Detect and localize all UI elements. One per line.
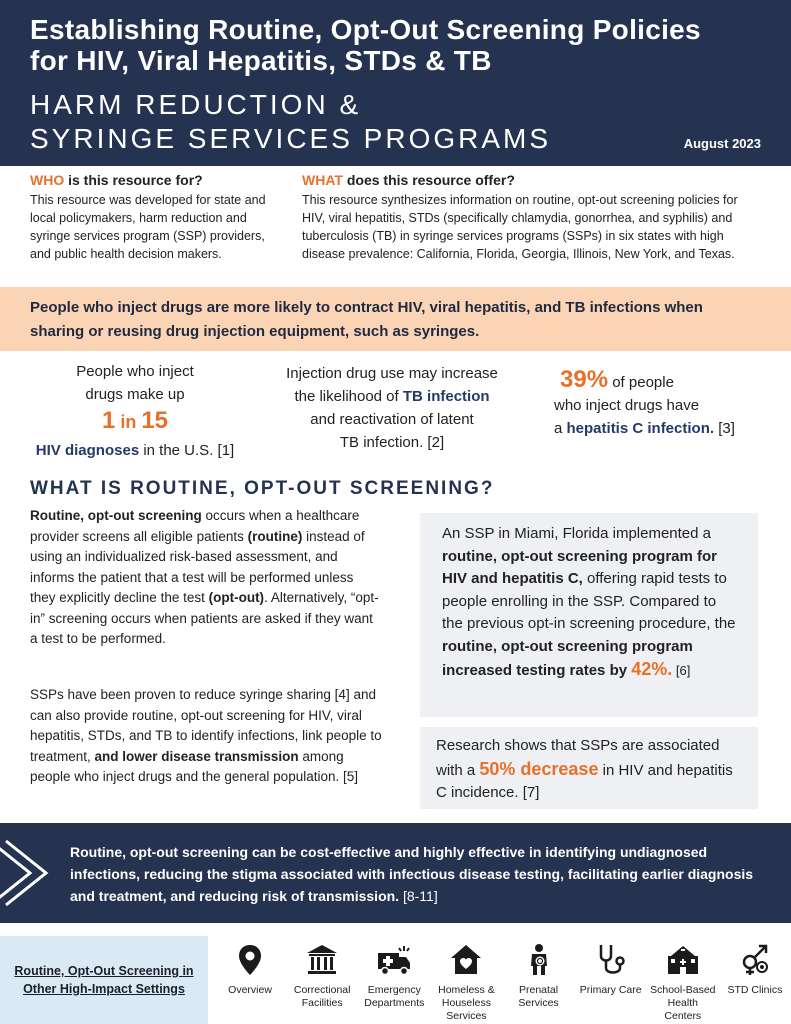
stat-hepc-line-3 <box>548 417 778 440</box>
para1-text-2: instead of using an individualized risk-based assessment, and informs the patient that a test will be performed unless they explicitly decline the test <box>30 528 365 605</box>
stat-tb-line-2a: the likelihood of <box>294 388 403 405</box>
nav-item-label: Prenatal Services <box>518 984 559 1009</box>
miami-case-box <box>420 513 758 717</box>
box1-bold-1: routine, opt-out screening program for HIV and hepatitis C, <box>442 547 718 587</box>
stat-hepc <box>548 368 778 440</box>
gender-symbols-icon <box>737 942 773 978</box>
box1-text-2: offering rapid tests to people enrolling in the SSP. Compared to the previous opt-in screening procedure, the <box>442 570 736 632</box>
courthouse-icon <box>304 942 340 978</box>
bottom-nav <box>0 936 791 1024</box>
what-heading <box>302 172 762 188</box>
box1-percent: 42%. <box>631 659 673 679</box>
stat-tb-bold: TB infection <box>402 388 490 405</box>
what-heading-rest: does this resource offer? <box>342 172 515 188</box>
other-settings-link[interactable]: Routine, Opt-Out Screening in Other High-Impact Settings <box>14 964 194 996</box>
publication-date: August 2023 <box>683 136 761 151</box>
footer-banner <box>0 823 791 923</box>
what-section <box>302 172 762 263</box>
ssp-paragraph <box>30 685 382 788</box>
stat-hiv-bold: HIV diagnoses <box>35 442 140 459</box>
map-pin-icon <box>232 942 268 978</box>
research-box <box>420 727 758 809</box>
stat-hepc-ref: [3] <box>714 420 735 437</box>
nav-item-label: School-Based Health Centers <box>650 984 716 1022</box>
stethoscope-icon <box>593 942 629 978</box>
nav-item-label: Primary Care <box>579 984 642 996</box>
stat-hiv-num-1: 1 <box>101 407 116 434</box>
stat-hiv-line-2: drugs make up <box>85 386 185 403</box>
stat-hepc-line-1-text: of people <box>608 374 674 391</box>
other-settings-panel <box>0 936 208 1024</box>
pregnant-person-icon <box>521 942 557 978</box>
para2-text-1: SSPs have been proven to reduce syringe sharing [4] and can also provide routine, opt-out screening for HIV, viral hepatitis, STDs, and TB to identify infections, link people to treatment, <box>30 687 382 764</box>
settings-nav-items <box>214 936 791 1024</box>
stat-hiv-figure <box>20 406 250 439</box>
nav-item-label: STD Clinics <box>727 984 783 996</box>
stat-hiv-line-1: People who inject <box>76 363 194 380</box>
who-heading-rest: is this resource for? <box>64 172 203 188</box>
nav-item-label: Emergency Departments <box>364 984 425 1009</box>
nav-item-overview[interactable] <box>217 936 283 1024</box>
who-heading-accent: WHO <box>30 172 65 188</box>
nav-item-homeless[interactable] <box>433 936 499 1024</box>
para1-text-3: . Alternatively, “opt-in” screening occurs when patients are asked if they want a test to be performed. <box>30 590 379 646</box>
ambulance-icon <box>376 942 412 978</box>
box1-text-1: An SSP in Miami, Florida implemented a <box>442 525 712 542</box>
stat-hepc-line-2: who inject drugs have <box>554 397 700 414</box>
who-heading <box>30 172 280 188</box>
footer-text-main: Routine, opt-out screening can be cost-effective and highly effective in identifying undiagnosed infections, reducing the stigma associated with infectious disease testing, facilitating earlier diagnosis and treatment, and reducing risk of transmission. <box>70 844 754 904</box>
school-icon <box>665 942 701 978</box>
box2-percent: 50% decrease <box>479 758 599 779</box>
stat-tb-line-2 <box>262 385 522 408</box>
chevron-decoration-icon <box>0 833 56 913</box>
house-heart-icon <box>448 942 484 978</box>
para2-bold-1: and lower disease transmission <box>94 748 299 764</box>
subtitle-line-2: SYRINGE SERVICES PROGRAMS <box>30 123 552 154</box>
stat-tb-line-4: TB infection. [2] <box>339 434 445 451</box>
stat-hiv-rest: in the U.S. [1] <box>139 442 235 459</box>
stat-hepc-num: 39% <box>560 366 609 393</box>
footer-text <box>70 841 770 907</box>
para1-bold-2: (routine) <box>247 528 303 544</box>
stat-hepc-bold: hepatitis C infection. <box>566 420 715 437</box>
section-heading: WHAT IS ROUTINE, OPT-OUT SCREENING? <box>30 478 495 499</box>
nav-item-std[interactable] <box>722 936 788 1024</box>
nav-item-label: Homeless & Houseless Services <box>438 984 495 1022</box>
key-message-banner: People who inject drugs are more likely to contract HIV, viral hepatitis, and TB infections when sharing or reusing drug injection equipment, such as syringes. <box>0 287 791 351</box>
page-title: Establishing Routine, Opt-Out Screening Policies for HIV, Viral Hepatitis, STDs & TB <box>30 14 701 76</box>
subtitle-line-1: HARM REDUCTION & <box>30 89 362 120</box>
stat-hepc-line-3a: a <box>554 420 567 437</box>
nav-item-school[interactable] <box>650 936 716 1024</box>
header <box>0 0 791 166</box>
nav-item-primary-care[interactable] <box>578 936 644 1024</box>
stat-hepc-line-1 <box>548 368 778 394</box>
para1-bold-3: (opt-out) <box>208 590 265 605</box>
para1-bold-1: Routine, opt-out screening <box>30 508 202 523</box>
page-subtitle <box>30 88 551 156</box>
what-heading-accent: WHAT <box>302 172 343 188</box>
box2-text-1: Research shows that SSPs are associated with a <box>436 737 720 779</box>
nav-item-label: Overview <box>228 984 272 996</box>
para2-text-2: among people who inject drugs and the general population. [5] <box>30 748 358 784</box>
stat-hiv-in: in <box>115 412 142 432</box>
who-section <box>30 172 280 263</box>
nav-item-emergency[interactable] <box>361 936 427 1024</box>
stat-hiv-num-2: 15 <box>141 407 169 434</box>
who-text: This resource was developed for state and local policymakers, harm reduction and syringe services program (SSP) providers, and public health decision makers. <box>30 193 266 261</box>
nav-item-prenatal[interactable] <box>506 936 572 1024</box>
stat-tb <box>262 362 522 454</box>
what-text: This resource synthesizes information on routine, opt-out screening policies for HIV, viral hepatitis, STDs (specifically chlamydia, gonorrhea, and syphilis) and tuberculosis (TB) in syringe services programs (SSPs) in six states with high disease prevalence: California, Florida, Georgia, Illinois, New York, and Texas. <box>302 193 738 261</box>
stat-hiv <box>20 360 250 462</box>
nav-item-correctional[interactable] <box>289 936 355 1024</box>
box1-bold-2: routine, opt-out screening program increased testing rates by <box>442 637 693 679</box>
nav-item-label: Correctional Facilities <box>293 984 351 1009</box>
box1-ref: [6] <box>672 663 691 678</box>
para1-text-1: occurs when a healthcare provider screens all eligible patients <box>30 508 360 544</box>
stat-tb-line-1: Injection drug use may increase <box>286 365 498 382</box>
footer-text-ref: [8-11] <box>399 888 438 904</box>
definition-paragraph <box>30 506 382 650</box>
box2-text-2: in HIV and hepatitis C incidence. [7] <box>436 761 733 801</box>
stat-tb-line-3: and reactivation of latent <box>310 411 474 428</box>
stat-hiv-line-3 <box>20 439 250 462</box>
